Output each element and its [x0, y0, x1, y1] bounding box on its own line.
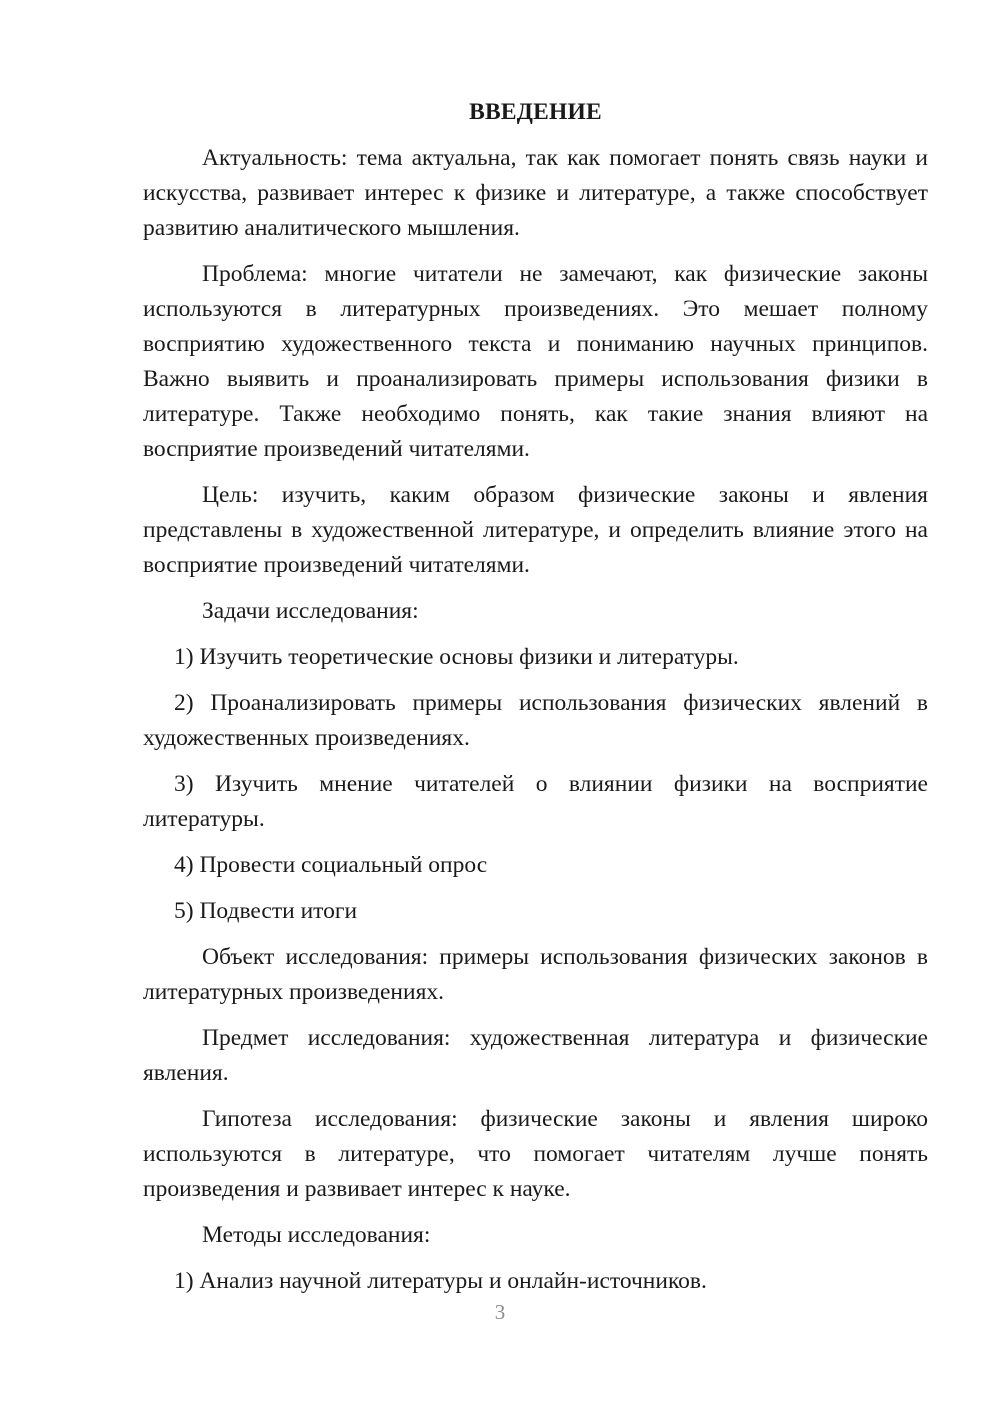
- task-item-4: 4) Провести социальный опрос: [174, 852, 488, 878]
- page-title: ВВЕДЕНИЕ: [469, 99, 602, 125]
- page-number: 3: [494, 1300, 506, 1324]
- method-item-1: 1) Анализ научной литературы и онлайн-источников.: [174, 1268, 707, 1294]
- task-item-5: 5) Подвести итоги: [174, 898, 358, 924]
- task-item-3: 3) Изучить мнение читателей о влиянии физики на восприятие литературы.: [143, 771, 928, 832]
- tasks-title: Задачи исследования:: [202, 598, 419, 624]
- hypothesis-paragraph: Гипотеза исследования: физические законы и явления широко используются в литературе, что помогает читателям лучше понять произведения и развивает интерес к науке.: [143, 1106, 928, 1202]
- problem-paragraph: Проблема: многие читатели не замечают, как физические законы используются в литературных произведениях. Это мешает полному восприятию художественного текста и пониманию научных принципов. Важно выявить и проанализировать примеры использования физики в литературе. Также необходимо понять, как такие знания влияют на восприятие произведений читателями.: [143, 261, 928, 462]
- document-page: [143, 95, 928, 1310]
- task-item-1: 1) Изучить теоретические основы физики и литературы.: [174, 644, 739, 670]
- relevance-paragraph: Актуальность: тема актуальна, так как помогает понять связь науки и искусства, развивает интерес к физике и литературе, а также способствует развитию аналитического мышления.: [143, 145, 928, 241]
- object-paragraph: Объект исследования: примеры использования физических законов в литературных произведениях.: [143, 944, 928, 1005]
- methods-title: Методы исследования:: [202, 1222, 431, 1248]
- subject-paragraph: Предмет исследования: художественная литература и физические явления.: [143, 1025, 928, 1086]
- task-item-2: 2) Проанализировать примеры использования физических явлений в художественных произведениях.: [143, 690, 928, 751]
- goal-paragraph: Цель: изучить, каким образом физические законы и явления представлены в художественной литературе, и определить влияние этого на восприятие произведений читателями.: [143, 482, 928, 578]
